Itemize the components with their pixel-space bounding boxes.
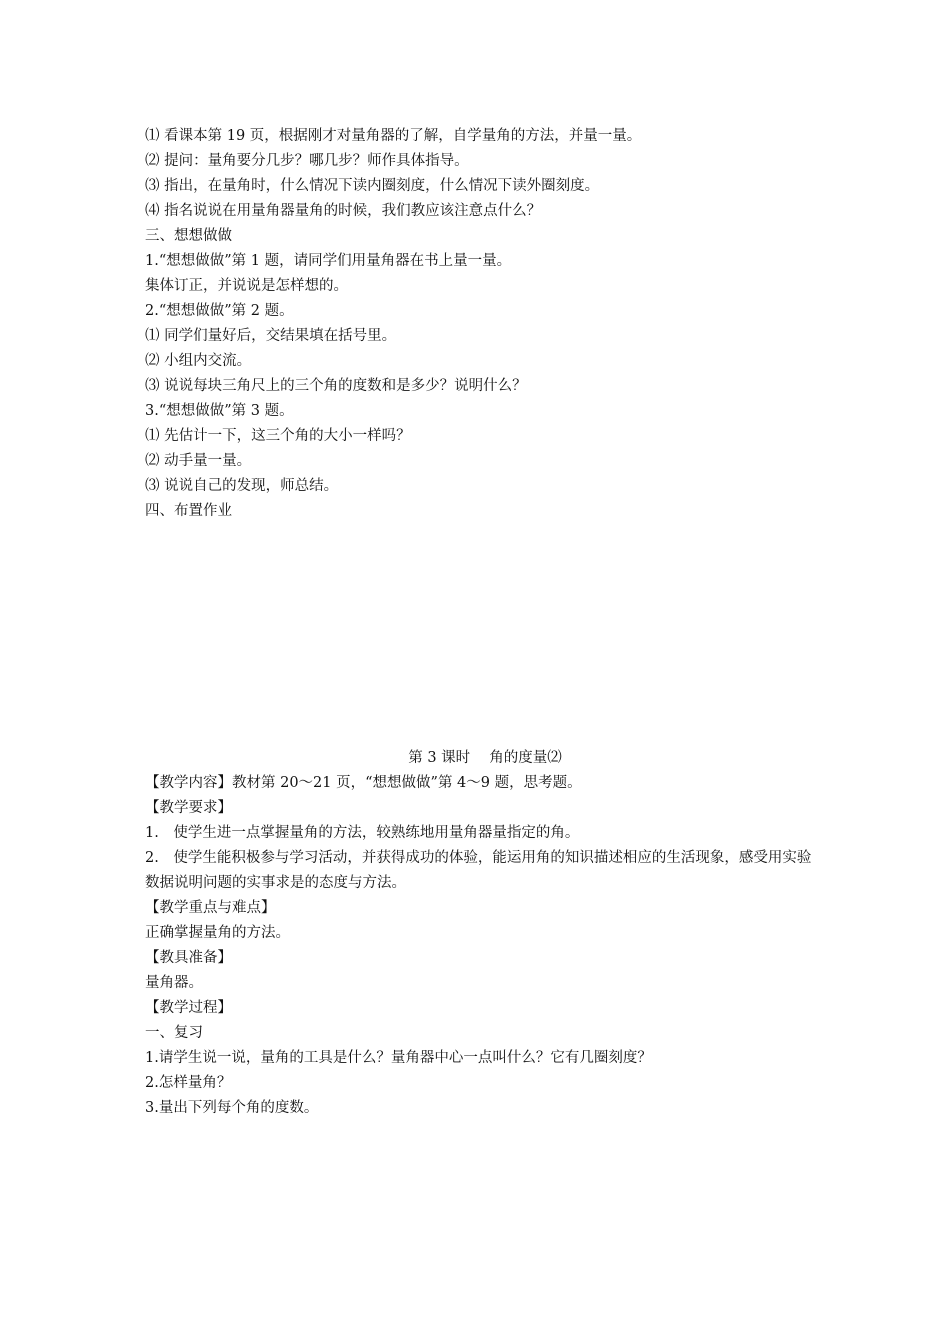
exercise-line: 3.“想想做做”第 3 题。 xyxy=(145,403,294,419)
teaching-content: 【教学内容】教材第 20～21 页，“想想做做”第 4～9 题，思考题。 xyxy=(145,775,582,791)
process-label: 【教学过程】 xyxy=(145,1000,232,1016)
review-item: 3.量出下列每个角的度数。 xyxy=(145,1100,319,1116)
exercise-line: ⑶ 说说自己的发现，师总结。 xyxy=(145,478,339,494)
exercise-line: 2.“想想做做”第 2 题。 xyxy=(145,303,294,319)
tools-label: 【教具准备】 xyxy=(145,950,232,966)
lesson-plan-section xyxy=(145,746,825,1121)
tools-text: 量角器。 xyxy=(145,975,203,991)
requirements-label: 【教学要求】 xyxy=(145,800,232,816)
lesson-title: 第 3 课时 角的度量⑵ xyxy=(408,750,562,766)
step-line: ⑴ 看课本第 19 页，根据刚才对量角器的了解，自学量角的方法，并量一量。 xyxy=(145,128,642,144)
exercise-line: ⑵ 动手量一量。 xyxy=(145,453,252,469)
step-line: ⑶ 指出，在量角时，什么情况下读内圈刻度，什么情况下读外圈刻度。 xyxy=(145,178,600,194)
requirement-item: 2. 使学生能积极参与学习活动，并获得成功的体验，能运用角的知识描述相应的生活现象，感受用实验数据说明问题的实事求是的态度与方法。 xyxy=(145,850,812,891)
step-line: ⑵ 提问：量角要分几步？哪几步？师作具体指导。 xyxy=(145,153,469,169)
section-heading: 三、想想做做 xyxy=(145,228,232,244)
key-points-label: 【教学重点与难点】 xyxy=(145,900,276,916)
exercise-line: ⑴ 同学们量好后，交结果填在括号里。 xyxy=(145,328,397,344)
review-item: 2.怎样量角？ xyxy=(145,1075,232,1091)
review-item: 1.请学生说一说，量角的工具是什么？量角器中心一点叫什么？它有几圈刻度？ xyxy=(145,1050,652,1066)
section-heading: 一、复习 xyxy=(145,1025,203,1041)
exercise-line: ⑵ 小组内交流。 xyxy=(145,353,252,369)
requirement-item: 1. 使学生进一点掌握量角的方法，较熟练地用量角器量指定的角。 xyxy=(145,825,580,841)
exercise-line: ⑴ 先估计一下，这三个角的大小一样吗？ xyxy=(145,428,411,444)
key-points-text: 正确掌握量角的方法。 xyxy=(145,925,290,941)
section-heading: 四、布置作业 xyxy=(145,503,232,519)
lesson-steps-section xyxy=(145,124,825,524)
exercise-line: 集体订正，并说说是怎样想的。 xyxy=(145,278,348,294)
exercise-line: 1.“想想做做”第 1 题，请同学们用量角器在书上量一量。 xyxy=(145,253,512,269)
step-line: ⑷ 指名说说在用量角器量角的时候，我们教应该注意点什么？ xyxy=(145,203,542,219)
exercise-line: ⑶ 说说每块三角尺上的三个角的度数和是多少？说明什么？ xyxy=(145,378,527,394)
